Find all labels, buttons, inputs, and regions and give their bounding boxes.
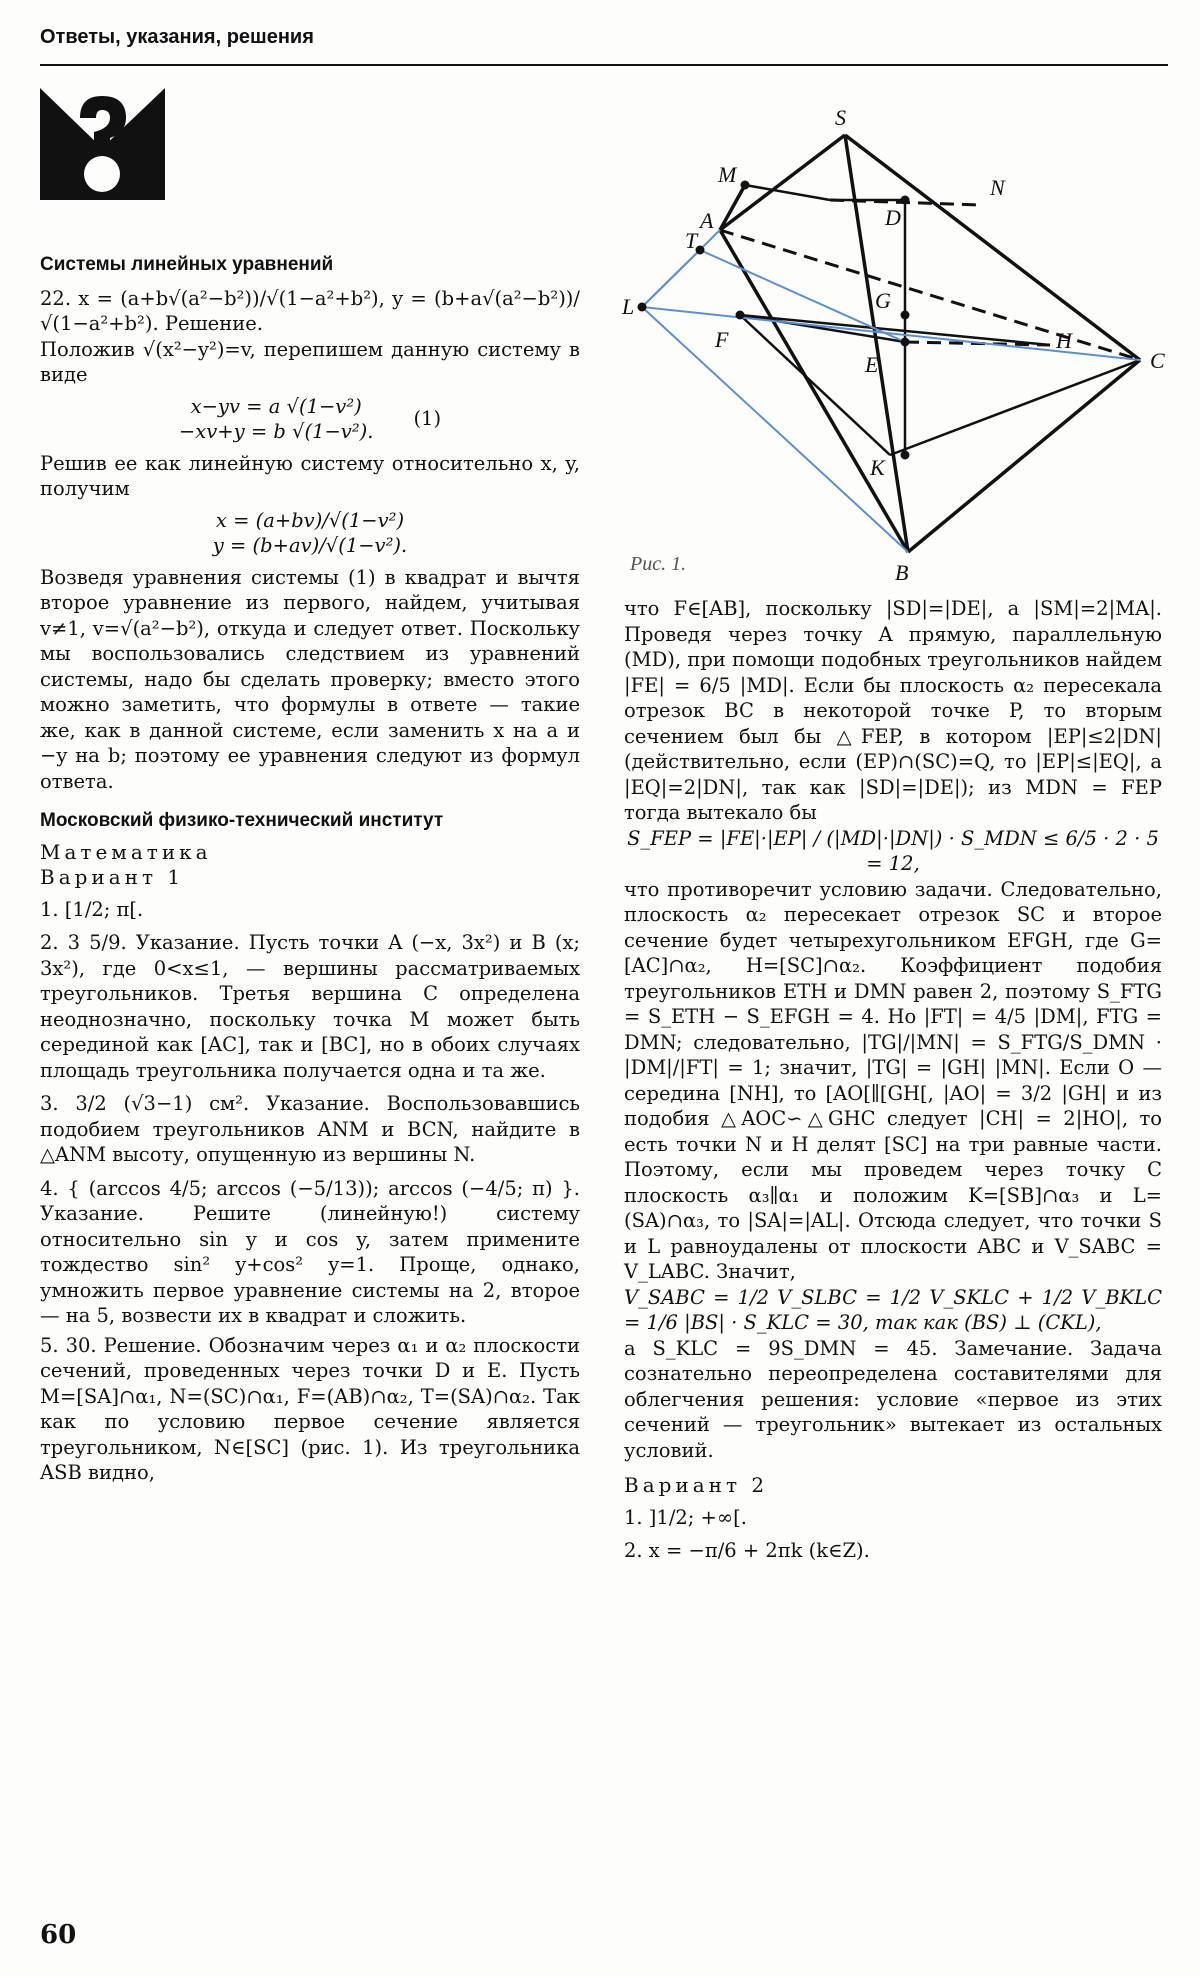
label-D: D (885, 205, 901, 230)
system-2-line-2: y = (b+av)/√(1−v²). (212, 534, 408, 557)
subject-heading: Математика (40, 839, 212, 864)
answer-22-text-3: Возведя уравнения системы (1) в квадрат и вычтя второе уравнение из первого, найдем, учитывая v≠1, v=√(a²−b²), откуда и следует ответ. Поскольку мы воспользовались следствием из уравнений системы, надо бы сделать проверку; вместо этого можно заметить, что формулы в ответе — такие же, как в данной системе, если заменить x на a и −y на b; поэтому ее уравнения следуют из формул ответа. (40, 565, 580, 793)
running-header: Ответы, указания, решения (40, 26, 314, 48)
label-E: E (865, 352, 879, 377)
label-C: C (1150, 348, 1165, 373)
header-rule (40, 64, 1168, 66)
question-mark-logo-icon (40, 88, 165, 200)
system-2-line-1: x = (a+bv)/√(1−v²) (215, 508, 405, 532)
equation-v-sabc: V_SABC = 1/2 V_SLBC = 1/2 V_SKLC + 1/2 V_BKLC = 1/6 |BS| · S_KLC = 30, так как (BS) ⊥ (CKL), (624, 1285, 1162, 1334)
variant-1-heading: Вариант 1 (40, 865, 185, 889)
system-1 (40, 394, 580, 445)
label-N: N (990, 175, 1005, 200)
answer-22-formula: 22. x = (a+b√(a²−b²))/√(1−a²+b²), y = (b+a√(a²−b²))/√(1−a²+b²). Решение. (40, 286, 580, 335)
system-2 (40, 508, 580, 559)
solution-5-part-1: что F∈[AB], поскольку |SD|=|DE|, а |SM|=2|MA|. Проведя через точку A прямую, параллельную (MD), при помощи подобных треугольников найдем |FE| = 6/5 |MD|. Если бы плоскость α₂ пересекала отрезок BC в некоторой точке P, то вторым сечением был бы △FEP, в котором |EP|≤2|DN| (действительно, если (EP)∩(SC)=Q, то |EP|≤|EQ|, а |EQ|=2|DN|, так как |SD|=|DE|); из MDN = FEP тогда вытекало бы (624, 597, 1162, 824)
answer-22-text: Положив √(x²−y²)=v, перепишем данную систему в виде (40, 337, 580, 386)
label-F: F (715, 327, 729, 352)
right-column (624, 596, 1162, 1564)
pyramid-figure (620, 110, 1180, 590)
answer-5: 5. 30. Решение. Обозначим через α₁ и α₂ плоскости сечений, проведенных через точки D и E. Пусть M=[SA]∩α₁, N=(SC)∩α₁, F=(AB)∩α₂, T=(SA)∩α₂. Так как по условию первое сечение является треугольником, N∈[SC] (рис. 1). Из треугольника ASB видно, (40, 1333, 580, 1484)
variant-2-answer-1: 1. ]1/2; +∞[. (624, 1505, 747, 1529)
answer-3: 3. 3/2 (√3−1) см². Указание. Воспользовавшись подобием треугольников ANM и BCN, найдите в △ANM высоту, опущенную из вершины N. (40, 1092, 580, 1166)
label-K: K (870, 455, 885, 480)
label-T: T (685, 228, 698, 253)
label-S: S (835, 110, 846, 130)
section-heading-linear-systems: Системы линейных уравнений (40, 254, 334, 275)
solution-5-part-2: что противоречит условию задачи. Следовательно, плоскость α₂ пересекает отрезок SC и второе сечение будет четырехугольником EFGH, где G=[AC]∩α₂, H=[SC]∩α₂. Коэффициент подобия треугольников ETH и DMN равен 2, поэтому S_FTG = S_ETH − S_EFGH = 4. Но |FT| = 4/5 |DM|, FTG = DMN; следовательно, |TG|/|MN| = S_FTG/S_DMN · |DM|/|FT| = 1; значит, |TG| = |GH| |MN|. Если O — середина [NH], то [AO[∥[GH[, |AO| = 3/2 |GH| и из подобия △AOC∽△GHC следует |CH| = 2|HO|, то есть точки N и H делят [SC] на три равные части. Поэтому, если мы проведем через точку C плоскость α₃∥α₁ и положим K=[SB]∩α₃ и L=(SA)∩α₃, то |SA|=|AL|. Отсюда следует, что точки S и L равноудалены от плоскости ABC и V_SABC = V_LABC. Значит, (624, 877, 1162, 1283)
label-M: M (718, 162, 737, 187)
label-G: G (875, 288, 891, 313)
pyramid-blue-construction-lines (642, 230, 1140, 552)
label-L: L (622, 294, 635, 319)
solution-5-part-3: а S_KLC = 9S_DMN = 45. Замечание. Задача сознательно переопределена составителями для облегчения решения: условие «первое из этих сечений — треугольник» вытекает из остальных условий. (624, 1336, 1162, 1462)
section-heading-mipt: Московский физико-технический институт (40, 810, 444, 831)
label-H: H (1056, 328, 1072, 353)
answer-22-text-2: Решив ее как линейную систему относительно x, y, получим (40, 451, 580, 500)
figure-labels (621, 110, 1165, 585)
system-1-line-2: −xv+y = b √(1−v²). (178, 420, 374, 443)
variant-2-heading: Вариант 2 (624, 1473, 769, 1497)
left-column (40, 252, 580, 1486)
answer-2: 2. 3 5/9. Указание. Пусть точки A (−x, 3x²) и B (x; 3x²), где 0<x≤1, — вершины рассматриваемых треугольников. Третья вершина C определена неоднозначно, поскольку точка M может быть серединой как [AC], так и [BC], но в обоих случаях площадь треугольника получается одна и та же. (40, 931, 580, 1082)
pyramid-inner-lines (740, 185, 1140, 455)
system-1-line-1: x−yv = a √(1−v²) (190, 394, 362, 418)
page-number: 60 (40, 1920, 77, 1950)
label-B: B (895, 560, 909, 585)
variant-2-answer-2: 2. x = −π/6 + 2πk (k∈Z). (624, 1539, 870, 1562)
answer-1: 1. [1/2; π[. (40, 897, 144, 921)
equation-s-fep: S_FEP = |FE|·|EP| / (|MD|·|DN|) · S_MDN ≤ 6/5 · 2 · 5 = 12, (627, 826, 1159, 875)
system-1-label: (1) (413, 407, 442, 431)
figure-caption: Рис. 1. (630, 553, 687, 575)
answer-4: 4. { (arccos 4/5; arccos (−5/13)); arccos (−4/5; π) }. Указание. Решите (линейную!) систему относительно sin y и cos y, затем примените тождество sin² y+cos² y=1. Проще, однако, умножить первое уравнение системы на 2, второе — на 5, возвести их в квадрат и сложить. (40, 1176, 580, 1327)
label-A: A (700, 208, 714, 233)
